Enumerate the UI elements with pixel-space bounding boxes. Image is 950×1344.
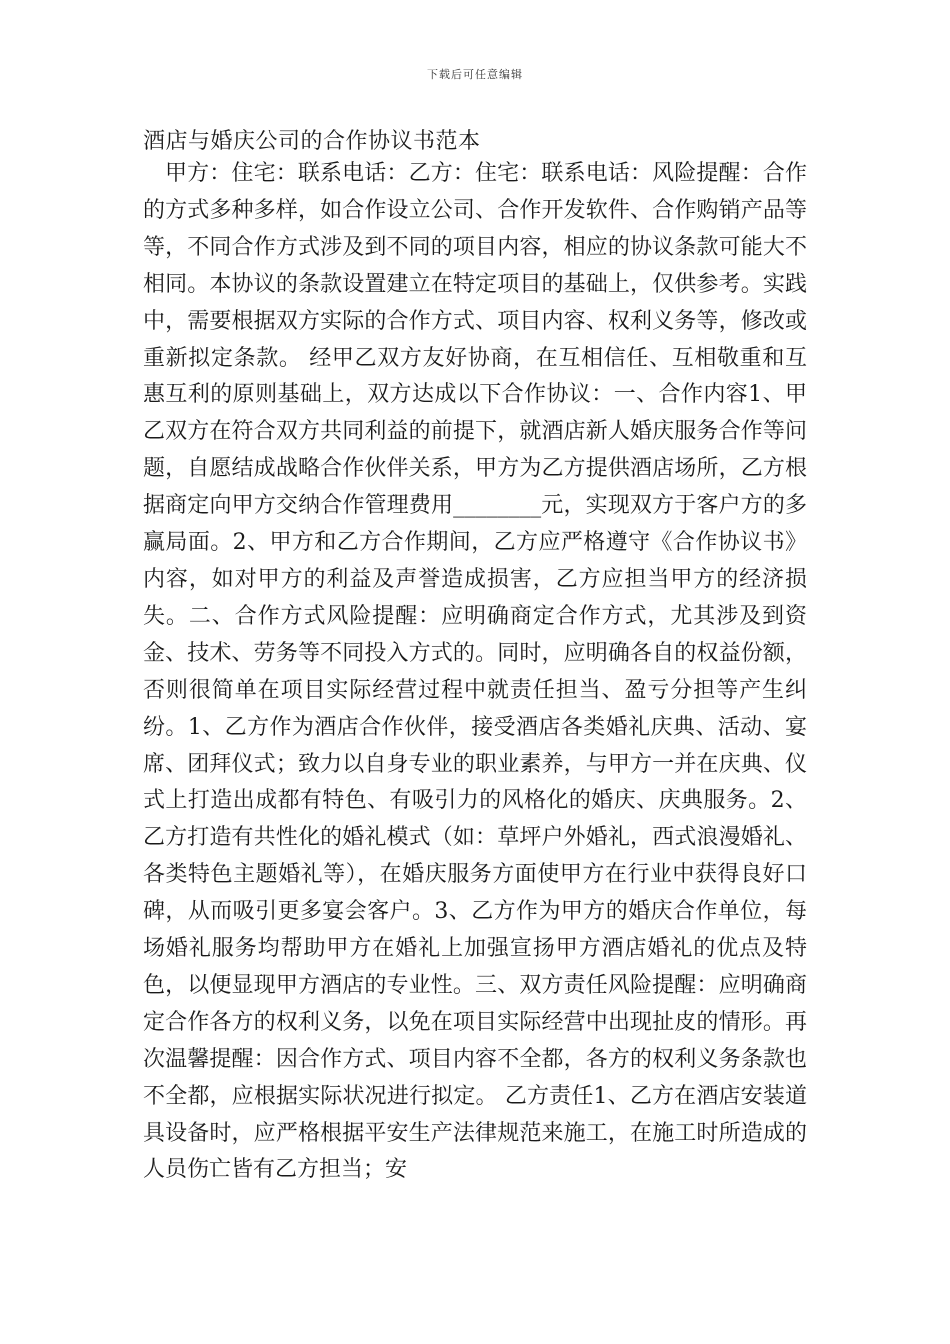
document-title: 酒店与婚庆公司的合作协议书范本 [143, 129, 481, 154]
header-note: 下载后可任意编辑 [427, 68, 523, 81]
document-body: 甲方：住宅：联系电话：乙方：住宅：联系电话：风险提醒：合作的方式多种多样，如合作设立公司、合作开发软件、合作购销产品等等，不同合作方式涉及到不同的项目内容，相应的协议条款可能大不相同。本协议的条款设置建立在特定项目的基础上，仅供参考。实践中，需要根据双方实际的合作方式、项目内容、权利义务等，修改或重新拟定条款。 经甲乙双方友好协商，在互相信任、互相敬重和互惠互利的原则基础上，双方达成以下合作协议：一、合作内容1、甲乙双方在符合双方共同利益的前提下，就酒店新人婚庆服务合作等问题，自愿结成战略合作伙伴关系，甲方为乙方提供酒店场所，乙方根据商定向甲方交纳合作管理费用________元，实现双方于客户方的多赢局面。2、甲方和乙方合作期间，乙方应严格遵守《合作协议书》内容，如对甲方的利益及声誉造成损害，乙方应担当甲方的经济损失。二、合作方式风险提醒：应明确商定合作方式，尤其涉及到资金、技术、劳务等不同投入方式的。同时，应明确各自的权益份额，否则很简单在项目实际经营过程中就责任担当、盈亏分担等产生纠纷。1、乙方作为酒店合作伙伴，接受酒店各类婚礼庆典、活动、宴席、团拜仪式；致力以自身专业的职业素养，与甲方一并在庆典、仪式上打造出成都有特色、有吸引力的风格化的婚庆、庆典服务。2、乙方打造有共性化的婚礼模式（如：草坪户外婚礼，西式浪漫婚礼、各类特色主题婚礼等），在婚庆服务方面使甲方在行业中获得良好口碑，从而吸引更多宴会客户。3、乙方作为甲方的婚庆合作单位，每场婚礼服务均帮助甲方在婚礼上加强宣扬甲方酒店婚礼的优点及特色，以便显现甲方酒店的专业性。三、双方责任风险提醒：应明确商定合作各方的权利义务，以免在项目实际经营中出现扯皮的情形。再次温馨提醒：因合作方式、项目内容不全都，各方的权利义务条款也不全都，应根据实际状况进行拟定。 乙方责任1、乙方在酒店安装道具设备时，应严格根据平安生产法律规范来施工，在施工时所造成的人员伤亡皆有乙方担当；安 [143, 161, 807, 1183]
